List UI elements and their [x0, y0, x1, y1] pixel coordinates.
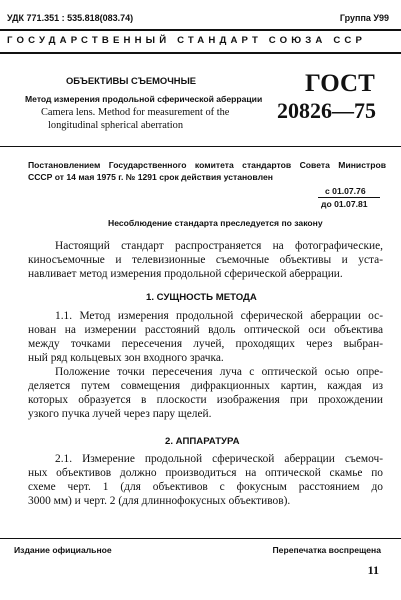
standard-title: ОБЪЕКТИВЫ СЪЕМОЧНЫЕ — [66, 75, 196, 86]
udc-code: УДК 771.351 : 535.818(083.74) — [7, 13, 134, 23]
official-edition: Издание официальное — [14, 545, 112, 555]
gost-number: 20826—75 — [277, 98, 376, 123]
section-1-title: 1. СУЩНОСТЬ МЕТОДА — [146, 292, 257, 303]
p11-line-2: нован на измерении расстояний вдоль оптической оси объектива — [28, 324, 383, 336]
title-rule — [0, 146, 401, 147]
reprint-prohibited: Перепечатка воспрещена — [272, 545, 381, 555]
footer-rule — [0, 538, 401, 539]
p12-line-3: которых образуется в плоскости изображения при прохождении — [28, 394, 383, 406]
decree-line-2: СССР от 14 мая 1975 г. № 1291 срок действия установлен — [28, 172, 273, 182]
effective-from: с 01.07.76 — [325, 186, 366, 196]
p21-line-4: 3000 мм) и черт. 2 (для длиннофокусных объективов). — [28, 495, 291, 507]
p21-line-3: схеме черт. 1 (для объективов с фокусным расстоянием до — [28, 481, 383, 493]
english-title-1: Camera lens. Method for measurement of the — [41, 107, 230, 118]
paragraph-1-2 — [28, 365, 383, 421]
standard-subtitle: Метод измерения продольной сферической аберрации — [25, 94, 263, 104]
date-underline — [318, 197, 380, 198]
english-title-2: longitudinal spherical aberration — [48, 120, 184, 131]
intro-line-1: Настоящий стандарт распространяется на фотографические, — [55, 240, 383, 252]
intro-paragraph — [28, 239, 383, 281]
state-standard-title: ГОСУДАРСТВЕННЫЙ СТАНДАРТ СОЮЗА ССР — [7, 35, 367, 46]
section-2-title: 2. АППАРАТУРА — [165, 436, 240, 447]
paragraph-2-1 — [28, 452, 383, 508]
paragraph-1-1 — [28, 309, 383, 365]
p12-line-1: Положение точки пересечения луча с оптической осью опре- — [55, 366, 383, 378]
p12-line-2: деляется путем совмещения дифракционных картин, каждая из — [28, 380, 383, 392]
top-rule — [0, 29, 401, 31]
law-warning: Несоблюдение стандарта преследуется по закону — [108, 218, 323, 228]
p11-line-4: ный ряд кольцевых зон входного зрачка. — [28, 352, 224, 364]
group-code: Группа У99 — [339, 13, 389, 23]
decree-line-1: Постановлением Государственного комитета стандартов Совета Министров — [28, 160, 386, 170]
header-rule — [0, 52, 401, 54]
p11-line-3: между точками пересечения лучей, проходящих через выбран- — [28, 338, 383, 350]
page-number: 11 — [367, 563, 379, 577]
gost-label: ГОСТ — [305, 70, 375, 97]
p11-line-1: 1.1. Метод измерения продольной сферической аберрации ос- — [55, 310, 383, 322]
intro-line-3: навливает метод измерения продольной сферической аберрации. — [28, 268, 343, 280]
p21-line-1: 2.1. Измерение продольной сферической аберрации съемоч- — [55, 453, 383, 465]
p21-line-2: ных объективов должно производиться на оптической скамье по — [28, 467, 383, 479]
intro-line-2: киносъемочные и телевизионные съемочные объективы и уста- — [28, 254, 383, 266]
effective-to: до 01.07.81 — [321, 199, 368, 209]
p12-line-4: узкого пучка лучей через пару щелей. — [28, 408, 212, 420]
